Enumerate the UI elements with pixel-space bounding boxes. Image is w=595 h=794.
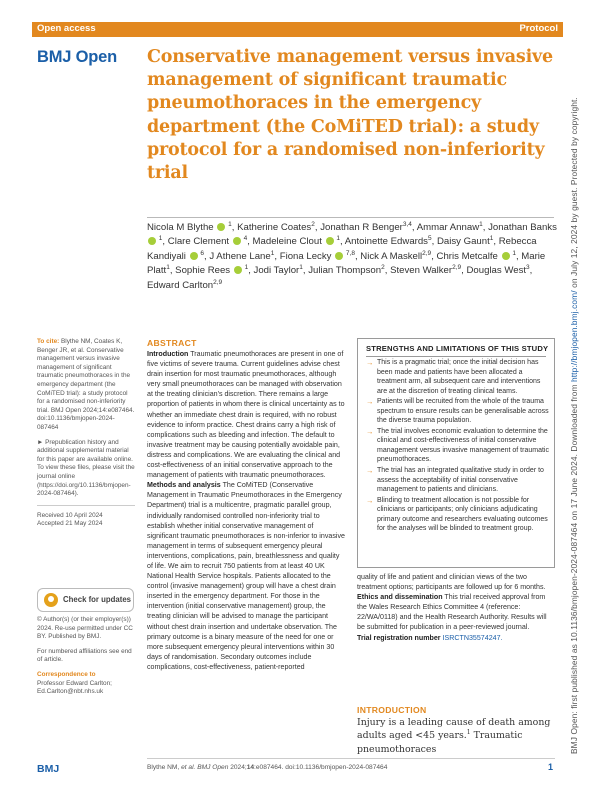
- abstract-continued-text: quality of life and patient and clinician views of the two treatment options; participants are followed up for 6 months.: [357, 573, 546, 592]
- author: [253, 236, 340, 247]
- author: [209, 251, 274, 262]
- author-affiliation: 7,8: [344, 249, 355, 257]
- page-number: 1: [548, 762, 554, 772]
- author-affiliation: 5: [427, 235, 432, 243]
- sidebar-divider: [37, 505, 135, 506]
- author: [360, 251, 431, 262]
- author-name[interactable]: Madeleine Clout: [252, 236, 322, 248]
- cite-text: Blythe NM, Coates K, Benger JR, et al. Conservative management versus invasive management of significant traumatic pneumothoraces in the emergency department (the CoMiTED trial): a study protocol for a randomised non-inferiority trial. BMJ Open 2024;14:e087464. doi:10.1136/bmjopen-2024-087464: [37, 338, 135, 431]
- author-name[interactable]: Edward Carlton: [147, 279, 214, 291]
- author: [237, 222, 315, 233]
- author: [437, 236, 493, 247]
- author-name[interactable]: Fiona Lecky: [279, 250, 332, 262]
- strengths-limitations-box: [357, 338, 555, 568]
- author-name[interactable]: Julian Thompson: [308, 265, 382, 277]
- orcid-icon[interactable]: [335, 252, 343, 260]
- dates-block: [37, 512, 135, 529]
- abstract-methods-text: The CoMiTED (Conservative Management in Traumatic Pneumothoraces in the Emergency Department) trial is a multicentre, pragmatic parallel group, individually randomised controlled non-inferiority trial to establish whether initial conservative management of significant traumatic pneumothoraces is non-inferior to invasive management in terms of subsequent emergency pleural interventions, complications, pain, breathlessness and quality of life. We aim to recruit 750 patients from at least 40 UK National Health Service hospitals. Patients allocated to the control (invasive management) group will have a chest drain inserted in the emergency department. For those in the intervention (initial conservative management) group, the treating clinician will be advised to manage the participant without chest drain insertion and undertake observation. The primary outcome is a binary measure of the need for one or more subsequent emergency pleural interventions within 30 days of randomisation. Secondary outcomes include complications, cost-effectiveness, patient-reported: [147, 481, 345, 671]
- author-affiliation: 1: [157, 235, 163, 243]
- orcid-icon[interactable]: [233, 237, 241, 245]
- orcid-icon[interactable]: [326, 237, 334, 245]
- strengths-list: [366, 358, 550, 535]
- title-divider: [147, 217, 554, 218]
- author: [280, 251, 355, 262]
- author-name[interactable]: Douglas West: [466, 265, 527, 277]
- author-affiliation: 1: [226, 221, 232, 228]
- article-type-label: Protocol: [519, 23, 558, 34]
- author: [417, 222, 483, 233]
- author-name[interactable]: Jonathan R Benger: [320, 222, 403, 233]
- correspondence-block: [37, 671, 135, 697]
- footer-cite-year: 2024;: [228, 764, 247, 771]
- strength-item: → Patients will be recruited from the whole of the trauma spectrum to ensure results can be generalisable across the diverse trauma population.: [366, 397, 550, 426]
- download-text-a: BMJ Open: first published as 10.1136/bmjopen-2024-087464 on 17 June 2024. Downloaded from: [569, 382, 579, 754]
- footer-cite-doi: :e087464. doi:10.1136/bmjopen-2024-087464: [254, 764, 388, 771]
- author-affiliation: 6: [198, 249, 205, 257]
- author-affiliation: 1: [242, 264, 249, 272]
- intro-ref[interactable]: 1: [466, 729, 471, 737]
- orcid-icon[interactable]: [190, 252, 198, 260]
- author: [466, 265, 529, 276]
- abstract-intro-label: Introduction: [147, 350, 189, 358]
- registration-label: Trial registration number: [357, 633, 441, 642]
- author-name[interactable]: Nicola M Blythe: [147, 222, 214, 233]
- author-name[interactable]: Nick A Maskell: [360, 250, 423, 262]
- author: [437, 251, 516, 262]
- footer-citation: [147, 764, 387, 771]
- abstract-continued: [357, 572, 555, 643]
- introduction-text: [357, 716, 555, 756]
- author-affiliation: 1: [479, 221, 483, 228]
- prepub-note: ► Prepublication history and additional supplemental material for this paper are available online. To view these files, please visit the journal online (https://doi.org/10.1136/bmjopen-2024-087464).: [37, 438, 135, 498]
- author: [168, 236, 247, 247]
- author: [345, 236, 432, 247]
- received-date: Received 10 April 2024: [37, 511, 103, 519]
- orcid-icon[interactable]: [502, 252, 510, 260]
- author-affiliation: 2,9: [213, 278, 223, 286]
- strength-item: → The trial involves economic evaluation to determine the clinical and cost-effectiveness of initial conservative management versus invasive management of traumatic pneumothoraces.: [366, 427, 550, 465]
- author-name[interactable]: Jonathan Banks: [488, 222, 557, 233]
- check-for-updates-button[interactable]: [37, 588, 134, 612]
- author-affiliation: 1: [166, 264, 170, 272]
- orcid-icon[interactable]: [234, 266, 242, 274]
- cite-block: [37, 338, 135, 433]
- author-affiliation: 2,9: [422, 249, 432, 257]
- copyright-sidebar: [37, 616, 135, 703]
- correspondence-label: Correspondence to: [37, 670, 96, 678]
- author-list: Nicola M Blythe $^1$, Katherine Coates$^2$, Jonathan R Benger$^{3,4}$, Ammar Annaw$^1$, Jonathan Banks $^1$, Clare Clement $^4$, Madeleine Clout $^1$, Antoinette Edwards$^5$, Daisy Gaunt$^1$, Rebecca Kandiyali $^6$, J Athene Lane$^1$, Fiona Lecky $^{7,8}$, Nick A Maskell$^{2,9}$, Chris Metcalfe $^1$, Marie Platt$^1$, Sophie Rees $^1$, Jodi Taylor$^1$, Julian Thompson$^2$, Steven Walker$^{2,9}$, Douglas West$^3$, Edward Carlton$^{2,9}$: [147, 221, 557, 291]
- author: [254, 265, 303, 276]
- open-access-label: Open access: [37, 23, 96, 34]
- strengths-divider: [366, 356, 546, 357]
- abstract-methods: [147, 480, 345, 672]
- author-name[interactable]: Sophie Rees: [175, 265, 231, 277]
- author-affiliation: 4: [241, 235, 248, 243]
- ethics-text: This trial received approval from the Wales Research Ethics Committee 4 (reference: 22/WA/0118) and the Health Research Authority. Results will be submitted for publication in a peer-reviewed journal.: [357, 593, 547, 632]
- author: [308, 265, 385, 276]
- author: [147, 222, 232, 233]
- download-text-b: on July 12, 2024 by guest. Protected by copyright.: [569, 97, 579, 291]
- bmj-footer-logo: BMJ: [37, 763, 60, 775]
- author-name[interactable]: Marie Platt: [147, 250, 546, 277]
- intro-text-b: Traumatic pneumothoraces: [357, 730, 523, 755]
- correspondence-name: Professor Edward Carlton;: [37, 679, 112, 687]
- author: [175, 265, 248, 276]
- footer-cite-volume: 14: [246, 764, 255, 771]
- abstract-heading: ABSTRACT: [147, 338, 197, 348]
- author-affiliation: 1: [334, 235, 340, 243]
- registration-link[interactable]: ISRCTN35574247.: [442, 633, 503, 642]
- author-affiliation: 2: [381, 264, 385, 272]
- strength-item: → This is a pragmatic trial; once the initial decision has been made and patients have been allocated a treatment arm, all subsequent care and interventions are at the discretion of treating clinical teams.: [366, 358, 550, 396]
- author: [320, 222, 412, 233]
- trial-registration: [357, 633, 555, 643]
- author-name[interactable]: Steven Walker: [390, 265, 453, 277]
- author: [147, 280, 222, 291]
- abstract-methods-label: Methods and analysis: [147, 481, 221, 490]
- author-affiliation: 3,4: [402, 221, 412, 228]
- author-affiliation: 1: [270, 249, 275, 257]
- author-name[interactable]: Jodi Taylor: [253, 265, 300, 277]
- author-name[interactable]: Chris Metcalfe: [436, 250, 498, 262]
- download-notice: [569, 0, 579, 794]
- correspondence-email[interactable]: Ed.Carlton@nbt.nhs.uk: [37, 688, 104, 696]
- footer-cite-authors: Blythe NM,: [147, 764, 182, 771]
- copyright-note: © Author(s) (or their employer(s)) 2024. Re-use permitted under CC BY. Published by BMJ.: [37, 616, 133, 641]
- cite-label: To cite:: [37, 338, 60, 345]
- affiliations-note: For numbered affiliations see end of article.: [37, 647, 132, 664]
- orcid-icon[interactable]: [148, 237, 156, 245]
- author-affiliation: 3: [526, 264, 530, 272]
- author-name[interactable]: Daisy Gaunt: [436, 236, 490, 248]
- strength-item: → The trial has an integrated qualitative study in order to assess the acceptability of initial conservative management to patients and clinicians.: [366, 466, 550, 495]
- author-affiliation: 1: [299, 264, 303, 272]
- introduction-heading: INTRODUCTION: [357, 705, 427, 715]
- author: [390, 265, 461, 276]
- author-name[interactable]: Rebecca Kandiyali: [147, 236, 537, 262]
- check-for-updates-label: Check for updates: [63, 595, 132, 604]
- ethics-label: Ethics and dissemination: [357, 593, 443, 602]
- intro-text-a: Injury is a leading cause of death among adults aged <45 years.: [357, 717, 551, 742]
- orcid-icon[interactable]: [217, 223, 225, 231]
- article-title: Conservative management versus invasive management of significant traumatic pneumothoraces in the emergency department (the CoMiTED trial): a study protocol for a randomised non-inferiority trial: [147, 47, 553, 184]
- author-name[interactable]: J Athene Lane: [209, 250, 271, 262]
- strength-item: → Blinding to treatment allocation is not possible for clinicians or participants; only clinicians adjudicating primary outcome and researchers evaluating outcomes for the analyses will be blinded to treatment group.: [366, 496, 550, 534]
- strengths-title: STRENGTHS AND LIMITATIONS OF THIS STUDY: [366, 344, 549, 353]
- crossmark-icon: [44, 593, 58, 607]
- author-name[interactable]: Ammar Annaw: [416, 222, 480, 233]
- abstract-intro-text: Traumatic pneumothoraces are present in one of five victims of severe trauma. Current guidelines advise chest drain insertion for most traumatic pneumothoraces, although very small pneumothoraces can be managed with observation at the treating clinician's discretion. There remains a large proportion of patients in whom there is clinical uncertainty as to whether an immediate chest drain is required, with no robust evidence to inform practice. Chest drains carry a high risk of complications such as bleeding and infection. The default to invasive treatment may be causing potentially avoidable pain, distress and complications. We are evaluating the clinical and cost-effectiveness of an initial conservative approach to the management of patients with traumatic pneumothoraces.: [147, 350, 345, 480]
- accepted-date: Accepted 21 May 2024: [37, 520, 103, 528]
- abstract-body: [147, 349, 345, 672]
- abstract-ethics: [357, 592, 555, 632]
- footer-cite-journal: et al. BMJ Open: [181, 764, 229, 771]
- top-banner: [32, 22, 563, 37]
- author-affiliation: 2: [311, 221, 315, 228]
- author-name[interactable]: Katherine Coates: [237, 222, 312, 233]
- abstract-introduction: [147, 349, 345, 480]
- journal-logo: BMJ Open: [37, 48, 117, 66]
- author-name[interactable]: Clare Clement: [167, 236, 230, 248]
- author-affiliation: 1: [489, 235, 494, 243]
- author-affiliation: 2,9: [452, 264, 462, 272]
- citation-sidebar: [37, 338, 135, 535]
- author-name[interactable]: Antoinette Edwards: [344, 236, 428, 248]
- journal-link[interactable]: http://bmjopen.bmj.com/: [569, 290, 579, 382]
- author-affiliation: 1: [510, 249, 516, 257]
- footer-divider: [147, 758, 555, 759]
